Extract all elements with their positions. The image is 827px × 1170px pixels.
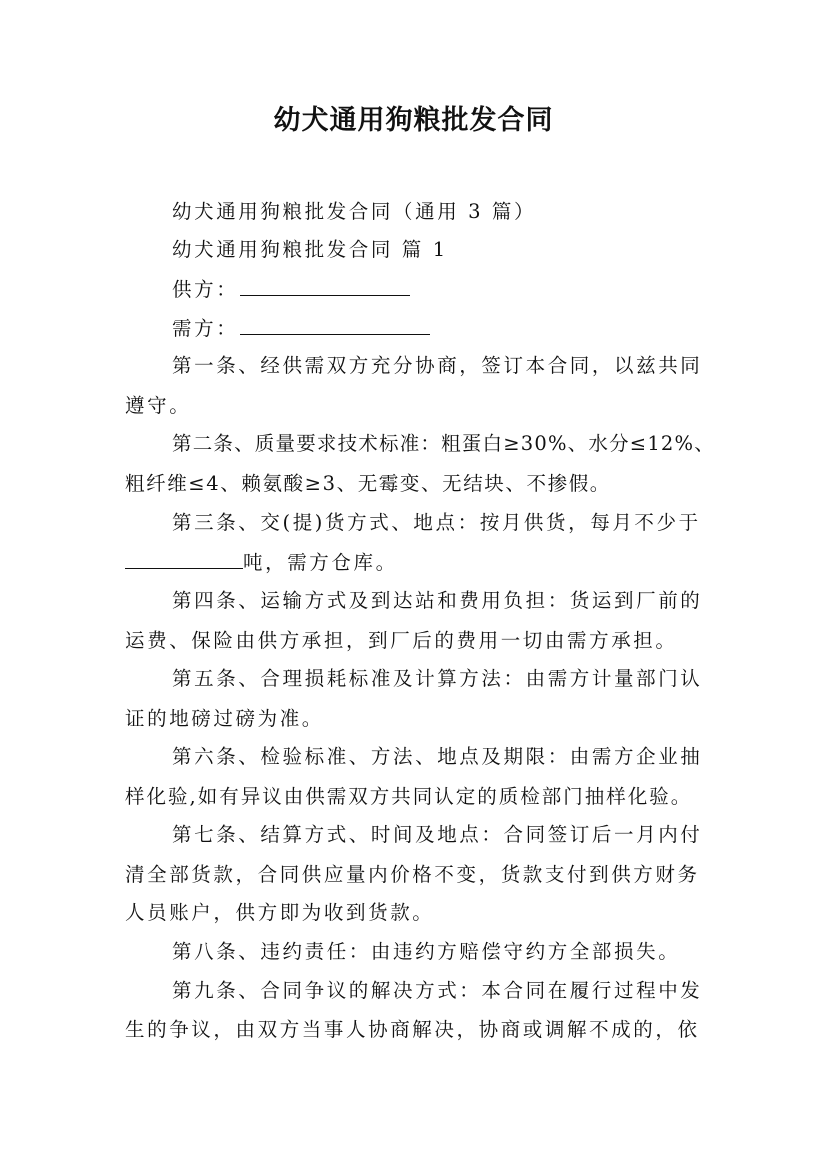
document-title: 幼犬通用狗粮批发合同: [273, 105, 554, 136]
buyer-field: [172, 314, 430, 343]
supplier-label: 供方：: [172, 278, 239, 301]
article-3-line-2: [125, 548, 398, 577]
buyer-label: 需方：: [172, 317, 239, 340]
article-9-line-1: 第九条、合同争议的解决方式：本合同在履行过程中发: [172, 979, 703, 1002]
quantity-blank: [125, 548, 243, 569]
supplier-field: [172, 275, 410, 304]
article-7-line-3: 人员账户，供方即为收到货款。: [125, 901, 435, 924]
buyer-blank: [240, 314, 430, 335]
section-heading: 幼犬通用狗粮批发合同 篇 1: [172, 238, 448, 261]
article-7-line-2: 清全部货款，合同供应量内价格不变，货款支付到供方财务: [125, 863, 700, 886]
article-2-line-1: 第二条、质量要求技术标准：粗蛋白≥30%、水分≤12%、: [172, 432, 715, 455]
article-1-line-2: 遵守。: [125, 394, 192, 417]
article-3-tail: 吨，需方仓库。: [243, 551, 398, 574]
collection-title: 幼犬通用狗粮批发合同（通用 3 篇）: [172, 200, 537, 223]
article-1-line-1: 第一条、经供需双方充分协商，签订本合同，以兹共同: [172, 354, 703, 377]
article-4-line-2: 运费、保险由供方承担，到厂后的费用一切由需方承担。: [125, 629, 678, 652]
article-9-line-2: 生的争议，由双方当事人协商解决，协商或调解不成的，依: [125, 1018, 700, 1041]
article-6-line-1: 第六条、检验标准、方法、地点及期限：由需方企业抽: [172, 745, 703, 768]
article-7-line-1: 第七条、结算方式、时间及地点：合同签订后一月内付: [172, 823, 703, 846]
supplier-blank: [240, 275, 410, 296]
article-8-line-1: 第八条、违约责任：由违约方赔偿守约方全部损失。: [172, 940, 681, 963]
article-5-line-1: 第五条、合理损耗标准及计算方法：由需方计量部门认: [172, 667, 703, 690]
article-4-line-1: 第四条、运输方式及到达站和费用负担：货运到厂前的: [172, 589, 703, 612]
article-3-line-1: 第三条、交(提)货方式、地点：按月供货，每月不少于: [172, 511, 701, 534]
article-2-line-2: 粗纤维≤4、赖氨酸≥3、无霉变、无结块、不掺假。: [125, 472, 611, 495]
article-6-line-2: 样化验,如有异议由供需双方共同认定的质检部门抽样化验。: [125, 785, 693, 808]
article-5-line-2: 证的地磅过磅为准。: [125, 707, 324, 730]
